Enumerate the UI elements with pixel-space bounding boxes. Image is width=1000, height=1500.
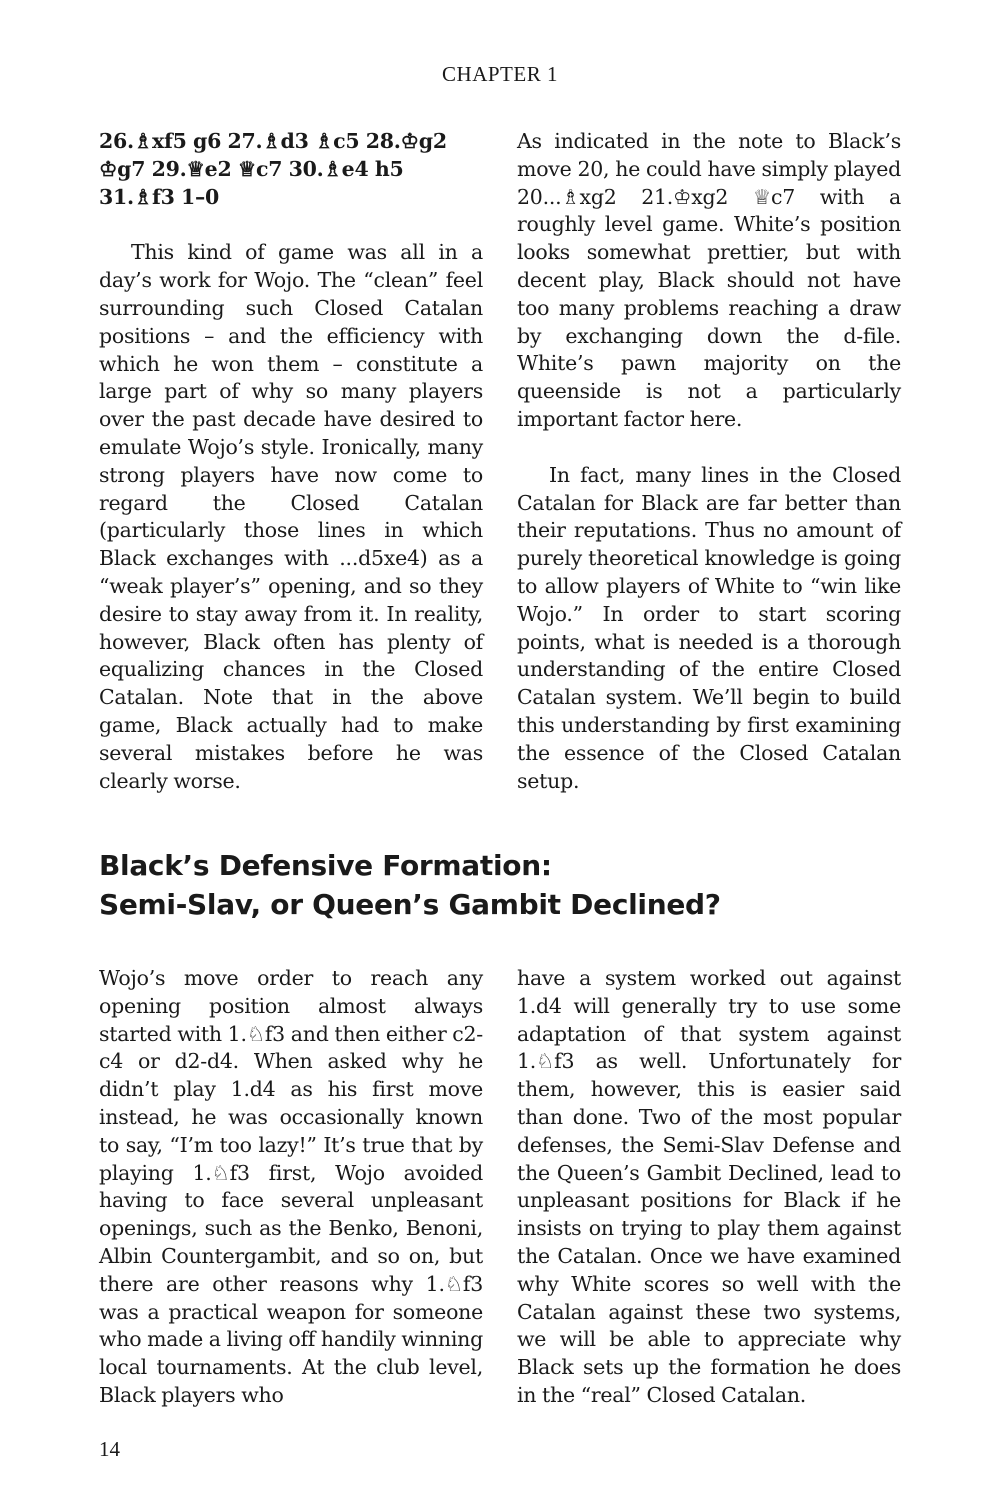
section-heading-line: Semi-Slav, or Queen’s Gambit Declined? [99,888,721,921]
section-heading-line: Black’s Defensive Formation: [99,849,552,882]
body-paragraph: In fact, many lines in the Closed Catalan for Black are far better than their reputations. Thus no amount of purely theoretical knowledge is going to allow players of White to “win like Wojo.” In order to start scoring points, what is needed is a thorough understanding of the entire Closed Catalan system. We’ll begin to build this understanding by first examining the essence of the Closed Catalan setup. [517,462,901,793]
body-paragraph: As indicated in the note to Black’s move 20, he could have simply played 20...♗xg2 21.♔xg2 ♕c7 with a roughly level game. White’s position looks somewhat prettier, but with decent play, Black should not have too many problems reaching a draw by exchanging down the d-file. White’s pawn majority on the queenside is not a particularly important factor here. [517,129,901,431]
section-heading [99,846,919,924]
body-paragraph: Wojo’s move order to reach any opening position almost always started with 1.♘f3 and then either c2-c4 or d2-d4. When asked why he didn’t play 1.d4 as his first move instead, he was occasionally known to say, “I’m too lazy!” It’s true that by playing 1.♘f3 first, Wojo avoided having to face several unpleasant openings, such as the Benko, Benoni, Albin Countergambit, and so on, but there are other reasons why 1.♘f3 was a practical weapon for someone who made a living off handily winning local tournaments. At the club level, Black players who [99,966,484,1407]
game-moves: 26.♗xf5 g6 27.♗d3 ♗c5 28.♔g2 ♔g7 29.♕e2 ♕c7 30.♗e4 h5 31.♗f3 1–0 [99,129,447,209]
right-column-bottom [517,965,901,1410]
page-number: 14 [99,1437,120,1461]
body-paragraph: have a system worked out against 1.d4 will generally try to use some adaptation of that system against 1.♘f3 as well. Unfortunately for them, however, this is easier said than done. Two of the most popular defenses, the Semi-Slav Defense and the Queen’s Gambit Declined, lead to unpleasant positions for Black if he insists on trying to play them against the Catalan. Once we have examined why White scores so well with the Catalan against these two systems, we will be able to appreciate why Black sets up the formation he does in the “real” Closed Catalan. [517,966,901,1407]
right-column-top [517,128,901,795]
chapter-header: CHAPTER 1 [442,62,558,86]
left-column-bottom [99,965,483,1410]
body-paragraph: This kind of game was all in a day’s work for Wojo. The “clean” feel surrounding such Closed Catalan positions – and the efficiency with which he won them – constitute a large part of why so many players over the past decade have desired to emulate Wojo’s style. Ironically, many strong players have now come to regard the Closed Catalan (particularly those lines in which Black exchanges with ...d5xe4) as a “weak player’s” opening, and so they desire to stay away from it. In reality, however, Black often has plenty of equalizing chances in the Closed Catalan. Note that in the above game, Black actually had to make several mistakes before he was clearly worse. [99,240,483,793]
left-column-top [99,128,483,795]
